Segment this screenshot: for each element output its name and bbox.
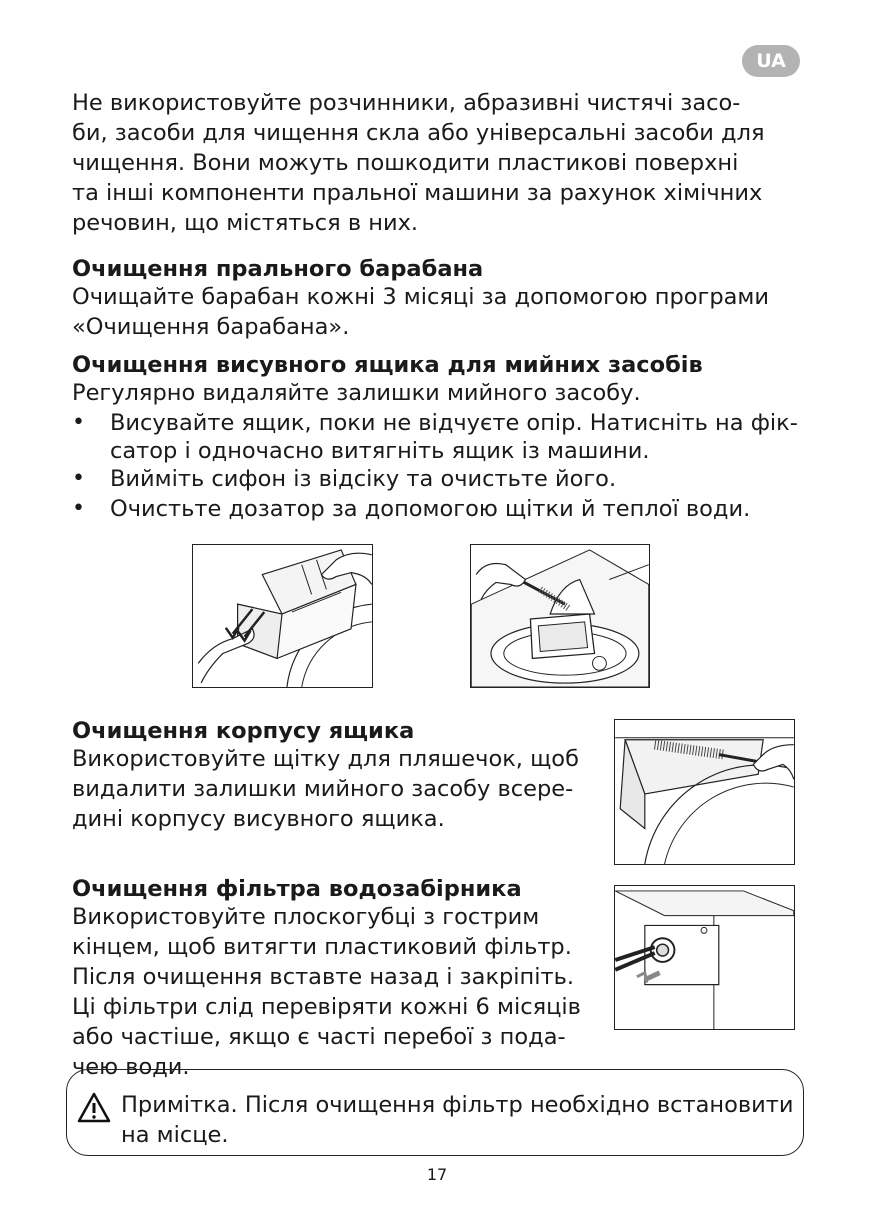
bullet-marker: •: [72, 466, 85, 491]
bullet-text: сатор і одночасно витягніть ящик із машини.: [110, 438, 650, 464]
text-line: Очищайте барабан кожні 3 місяці за допомогою програми: [72, 284, 770, 310]
text-line: Ці фільтри слід перевіряти кожні 6 місяців: [72, 994, 581, 1020]
drawer-heading: Очищення висувного ящика для мийних засобів: [72, 352, 703, 378]
drum-heading: Очищення прального барабана: [72, 256, 484, 282]
housing-heading: Очищення корпусу ящика: [72, 718, 415, 744]
filter-paragraph: [72, 902, 581, 1082]
text-line: на місце.: [121, 1122, 229, 1148]
drawer-intro: Регулярно видаляйте залишки мийного засобу.: [72, 380, 641, 406]
housing-paragraph: [72, 744, 579, 834]
text-line: речовин, що містяться в них.: [72, 210, 419, 236]
bullet-text: Висувайте ящик, поки не відчуєте опір. Натисніть на фік-: [110, 410, 798, 436]
bullet-text: Вийміть сифон із відсіку та очистьте його.: [110, 466, 617, 492]
dispenser-brushing-illustration: [470, 544, 650, 688]
text-line: Використовуйте щітку для пляшечок, щоб: [72, 746, 579, 772]
drawer-removal-illustration: [192, 544, 373, 688]
note-box: [66, 1069, 804, 1156]
bullet-text: Очистьте дозатор за допомогою щітки й теплої води.: [110, 496, 751, 522]
text-line: чищення. Вони можуть пошкодити пластикові поверхні: [72, 150, 739, 176]
warning-triangle-icon: [77, 1092, 111, 1124]
intro-paragraph: [72, 88, 764, 238]
text-line: та інші компоненти пральної машини за рахунок хімічних: [72, 180, 763, 206]
text-line: Не використовуйте розчинники, абразивні чистячі засо-: [72, 90, 741, 116]
text-line: би, засоби для чищення скла або універсальні засоби для: [72, 120, 765, 146]
housing-brushing-illustration: [614, 719, 795, 865]
text-line: видалити залишки мийного засобу всере-: [72, 776, 574, 802]
text-line: дині корпусу висувного ящика.: [72, 806, 445, 832]
text-line: Використовуйте плоскогубці з гострим: [72, 904, 540, 930]
text-line: кінцем, щоб витягти пластиковий фільтр.: [72, 934, 572, 960]
text-line: або частіше, якщо є часті перебої з пода-: [72, 1024, 566, 1050]
bullet-marker: •: [72, 496, 85, 521]
text-line: Після очищення вставте назад і закріпіть.: [72, 964, 575, 990]
inlet-filter-drawing: [615, 886, 794, 1029]
language-badge: UA: [742, 45, 800, 77]
bullet-marker: •: [72, 410, 85, 435]
filter-heading: Очищення фільтра водозабірника: [72, 876, 522, 902]
text-line: чею води.: [72, 1054, 190, 1080]
inlet-filter-illustration: [614, 885, 795, 1030]
dispenser-brushing-drawing: [471, 545, 649, 687]
text-line: «Очищення барабана».: [72, 314, 350, 340]
text-line: Примітка. Після очищення фільтр необхідно встановити: [121, 1092, 794, 1118]
housing-brushing-drawing: [615, 720, 794, 864]
note-text: [121, 1090, 794, 1150]
drawer-removal-drawing: [193, 545, 372, 687]
drum-paragraph: [72, 282, 769, 342]
page-number: 17: [426, 1165, 448, 1184]
